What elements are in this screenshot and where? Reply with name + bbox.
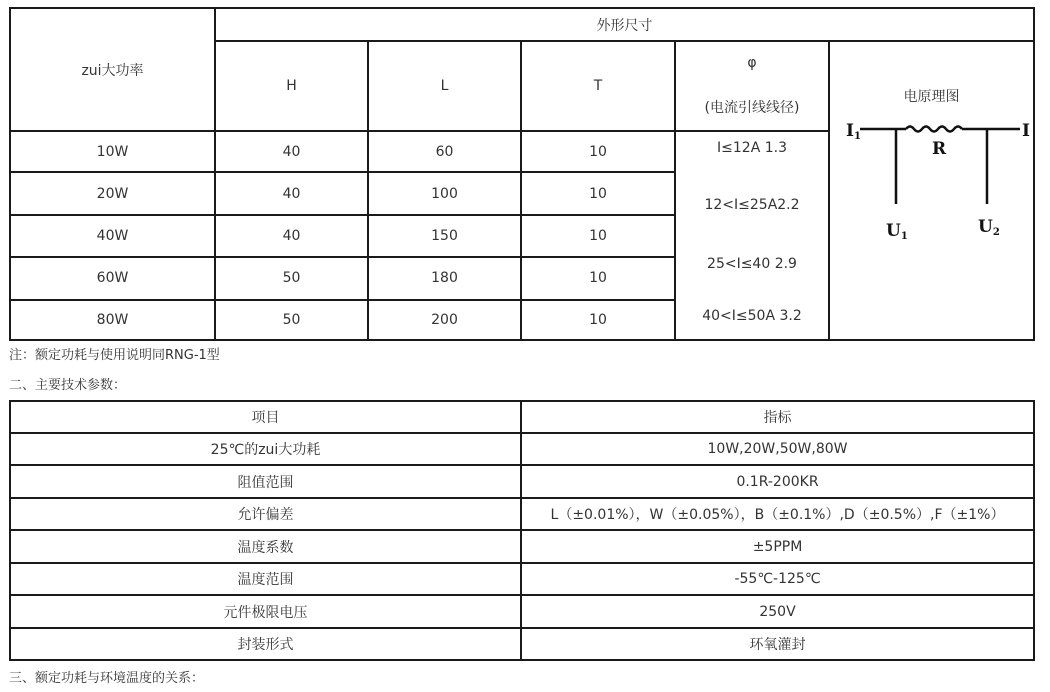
param-value: -55℃-125℃ (521, 563, 1034, 595)
phi-value: 40<I≤50A 3.2 (702, 308, 802, 324)
phi-value: 12<I≤25A2.2 (704, 197, 800, 213)
u1-label: U1 (885, 221, 908, 242)
dimensions-group-header: 外形尺寸 (215, 8, 1034, 41)
u2-label: U2 (977, 217, 1000, 238)
item-header: 项目 (10, 401, 521, 433)
t-cell: 10 (521, 215, 675, 257)
value-header: 指标 (521, 401, 1034, 433)
table-row (10, 563, 1034, 595)
circuit-diagram-cell (829, 41, 1034, 340)
param-name: 温度范围 (10, 563, 521, 595)
table-row (10, 628, 1034, 660)
param-name: 温度系数 (10, 530, 521, 563)
h-cell: 50 (215, 300, 368, 340)
phi-values-cell (675, 131, 829, 340)
l-cell: 100 (368, 172, 521, 214)
l-cell: 60 (368, 131, 521, 172)
phi-subtitle: (电流引线线径) (704, 100, 800, 116)
phi-symbol: φ (747, 55, 757, 71)
t-cell: 10 (521, 300, 675, 340)
param-name: 允许偏差 (10, 498, 521, 530)
circuit-diagram (832, 114, 1032, 254)
dimensions-table (9, 7, 1035, 341)
table-row (10, 433, 1034, 465)
table-row (10, 595, 1034, 628)
power-cell: 40W (10, 215, 215, 257)
section-title: 三、额定功耗与环境温度的关系： (9, 671, 205, 686)
max-power-header: zui大功率 (10, 8, 215, 131)
l-cell: 150 (368, 215, 521, 257)
section-title: 二、主要技术参数： (9, 378, 127, 393)
col-l-header: L (368, 41, 521, 131)
circuit-title: 电原理图 (903, 89, 960, 105)
h-cell: 40 (215, 131, 368, 172)
h-cell: 40 (215, 215, 368, 257)
param-name: 封装形式 (10, 628, 521, 660)
resistor-symbol (906, 127, 962, 132)
parameters-table (9, 400, 1035, 661)
col-t-header: T (521, 41, 675, 131)
i2-label: I (1021, 121, 1030, 141)
col-phi-header (675, 41, 829, 131)
power-cell: 20W (10, 172, 215, 214)
h-cell: 50 (215, 257, 368, 299)
param-name: 25℃的zui大功耗 (10, 433, 521, 465)
phi-value: 25<I≤40 2.9 (707, 256, 797, 272)
power-cell: 80W (10, 300, 215, 340)
l-cell: 200 (368, 300, 521, 340)
l-cell: 180 (368, 257, 521, 299)
param-value: 环氧灌封 (521, 628, 1034, 660)
param-name: 元件极限电压 (10, 595, 521, 628)
note-text: 注：额定功耗与使用说明同RNG-1型 (9, 348, 220, 363)
param-name: 阻值范围 (10, 465, 521, 498)
table-row (10, 465, 1034, 498)
param-value: ±5PPM (521, 530, 1034, 563)
col-h-header: H (215, 41, 368, 131)
t-cell: 10 (521, 172, 675, 214)
param-value: 0.1R-200KR (521, 465, 1034, 498)
i1-label: I1 (845, 121, 861, 142)
param-value: L（±0.01%），W（±0.05%），B（±0.1%）,D（±0.5%）,F（±1%） (521, 498, 1034, 530)
table-row (10, 530, 1034, 563)
r-label: R (931, 139, 946, 159)
t-cell: 10 (521, 257, 675, 299)
power-cell: 60W (10, 257, 215, 299)
phi-value: I≤12A 1.3 (717, 140, 787, 156)
table-header-row (10, 401, 1034, 433)
param-value: 10W,20W,50W,80W (521, 433, 1034, 465)
power-cell: 10W (10, 131, 215, 172)
h-cell: 40 (215, 172, 368, 214)
param-value: 250V (521, 595, 1034, 628)
table-row (10, 498, 1034, 530)
t-cell: 10 (521, 131, 675, 172)
